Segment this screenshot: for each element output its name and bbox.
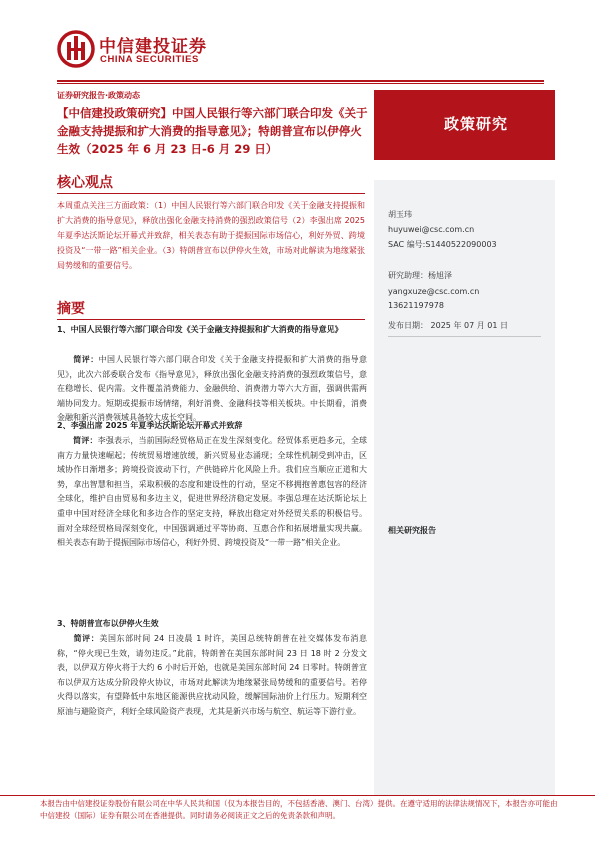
section-2-text: 李强表示，当前国际经贸格局正在发生深刻变化。经贸体系更趋多元，全球南方力量快速崛起；传统贸易增速放缓，新兴贸易业态涌现；全球性机制受到冲击，区域协作日渐增多；跨境投资波动下行，产供链碎片化风险上升。我们应当顺应正道和大势，拿出智慧和担当，采取积极的态度和建设性的行动，坚定不移拥抱普惠包容的经济全球化，维护自由贸易和多边主义，促进世界经济稳定发展。李强总理在达沃斯论坛上重申中国对经济全球化和多边合作的坚定支持，释放出稳定对外经贸关系的积极信号。面对全球经贸格局深刻变化，中国强调通过平等协商、互惠合作和拓展增量实现共赢。相关表态有助于提振国际市场信心，利好外贸、跨境投资及“一带一路”相关企业。: [57, 436, 368, 548]
section-2-body: [57, 434, 367, 551]
analyst-email[interactable]: huyuwei@csc.com.cn: [388, 225, 475, 234]
related-reports-heading: 相关研究报告: [388, 526, 436, 535]
header-divider: [57, 80, 544, 82]
brand-name-cn: 中信建投证券: [99, 37, 207, 57]
footer-divider: [0, 795, 595, 796]
footer-disclaimer: 本报告由中信建投证券股份有限公司在中华人民共和国（仅为本报告目的，不包括香港、澳门、台湾）提供。在遵守适用的法律法规情况下，本报告亦可能由中信建投（国际）证券有限公司在香港提供。同时请务必阅读正文之后的免责条款和声明。: [40, 799, 558, 820]
section-1-body: [57, 353, 367, 426]
publish-date: 发布日期： 2025 年 07 月 01 日: [388, 321, 508, 330]
assistant-name: 研究助理：杨旭泽: [388, 271, 452, 280]
citic-logo-icon: [57, 30, 95, 68]
section-3-text: 美国东部时间 24 日凌晨 1 时许，美国总统特朗普在社交媒体发布消息称，“停火现已生效，请勿违反。”此前，特朗普在美国东部时间 23 日 18 时 2 分发文表，以伊双方停火将于大约 6 小时后开始，也就是美国东部时间 24 日零时。特朗普宣布以伊双方达成分阶段停火协议，市场对此解读为地缘紧张局势缓和的重要信号。若停火得以落实，有望降低中东地区能源供应扰动风险，缓解国际油价上行压力。短期利空原油与避险资产，利好全球风险资产表现，尤其是新兴市场与航空、航运等下游行业。: [57, 634, 367, 716]
section-3-body: [57, 632, 367, 720]
section-1-title: 1、中国人民银行等六部门联合印发《关于金融支持提振和扩大消费的指导意见》: [57, 325, 343, 334]
core-heading: 核心观点: [57, 175, 113, 191]
report-title: 【中信建投政策研究】中国人民银行等六部门联合印发《关于金融支持提振和扩大消费的指导意见》；特朗普宣布以伊停火生效（2025 年 6 月 23 日-6 月 29 日）: [57, 106, 368, 156]
category-label: 政策研究: [444, 115, 509, 133]
assistant-email[interactable]: yangxuze@csc.com.cn: [388, 287, 480, 296]
sidebar-divider: [388, 336, 541, 337]
analyst-sac: SAC 编号:S1440522090003: [388, 240, 497, 249]
section-3-title: 3、特朗普宣布以伊停火生效: [57, 619, 159, 628]
report-series: 证券研究报告·政策动态: [57, 91, 141, 100]
brand-name-en: CHINA SECURITIES: [100, 54, 199, 65]
abstract-heading: 摘要: [57, 301, 85, 317]
section-2-lead: 简评：: [73, 436, 98, 445]
section-1-text: 中国人民银行等六部门联合印发《关于金融支持提振和扩大消费的指导意见》，此次六部委联合发布《指导意见》，释放出强化金融支持消费的强烈政策信号，意在稳增长、促内需。文件覆盖消费能力、金融供给、消费潜力等六大方面，强调供需两端协同发力。短期或提振市场情绪，利好消费、金融科技等相关板块。中长期看，消费金融和新兴消费领域具备较大成长空间。: [57, 355, 368, 423]
category-box: [374, 90, 555, 160]
core-text: 本周重点关注三方面政策：（1）中国人民银行等六部门联合印发《关于金融支持提振和扩大消费的指导意见》，释放出强化金融支持消费的强烈政策信号（2）李强出席 2025 年夏季达沃斯论坛开幕式并致辞，相关表态有助于提振国际市场信心，利好外贸、跨境投资及“一带一路”相关企业。（3）特朗普宣布以伊停火生效，市场对此解读为地缘紧张局势缓和的重要信号。: [57, 201, 365, 270]
abstract-divider: [57, 319, 365, 320]
assistant-phone: 13621197978: [388, 301, 444, 310]
brand-logo: [57, 30, 217, 70]
header-divider-thin: [57, 83, 544, 84]
analyst-name: 胡玉玮: [388, 210, 412, 219]
section-2-title: 2、李强出席 2025 年夏季达沃斯论坛开幕式并致辞: [57, 421, 243, 430]
section-3-lead: 简评：: [73, 634, 100, 643]
core-divider: [57, 193, 365, 194]
section-1-lead: 简评：: [73, 355, 99, 364]
